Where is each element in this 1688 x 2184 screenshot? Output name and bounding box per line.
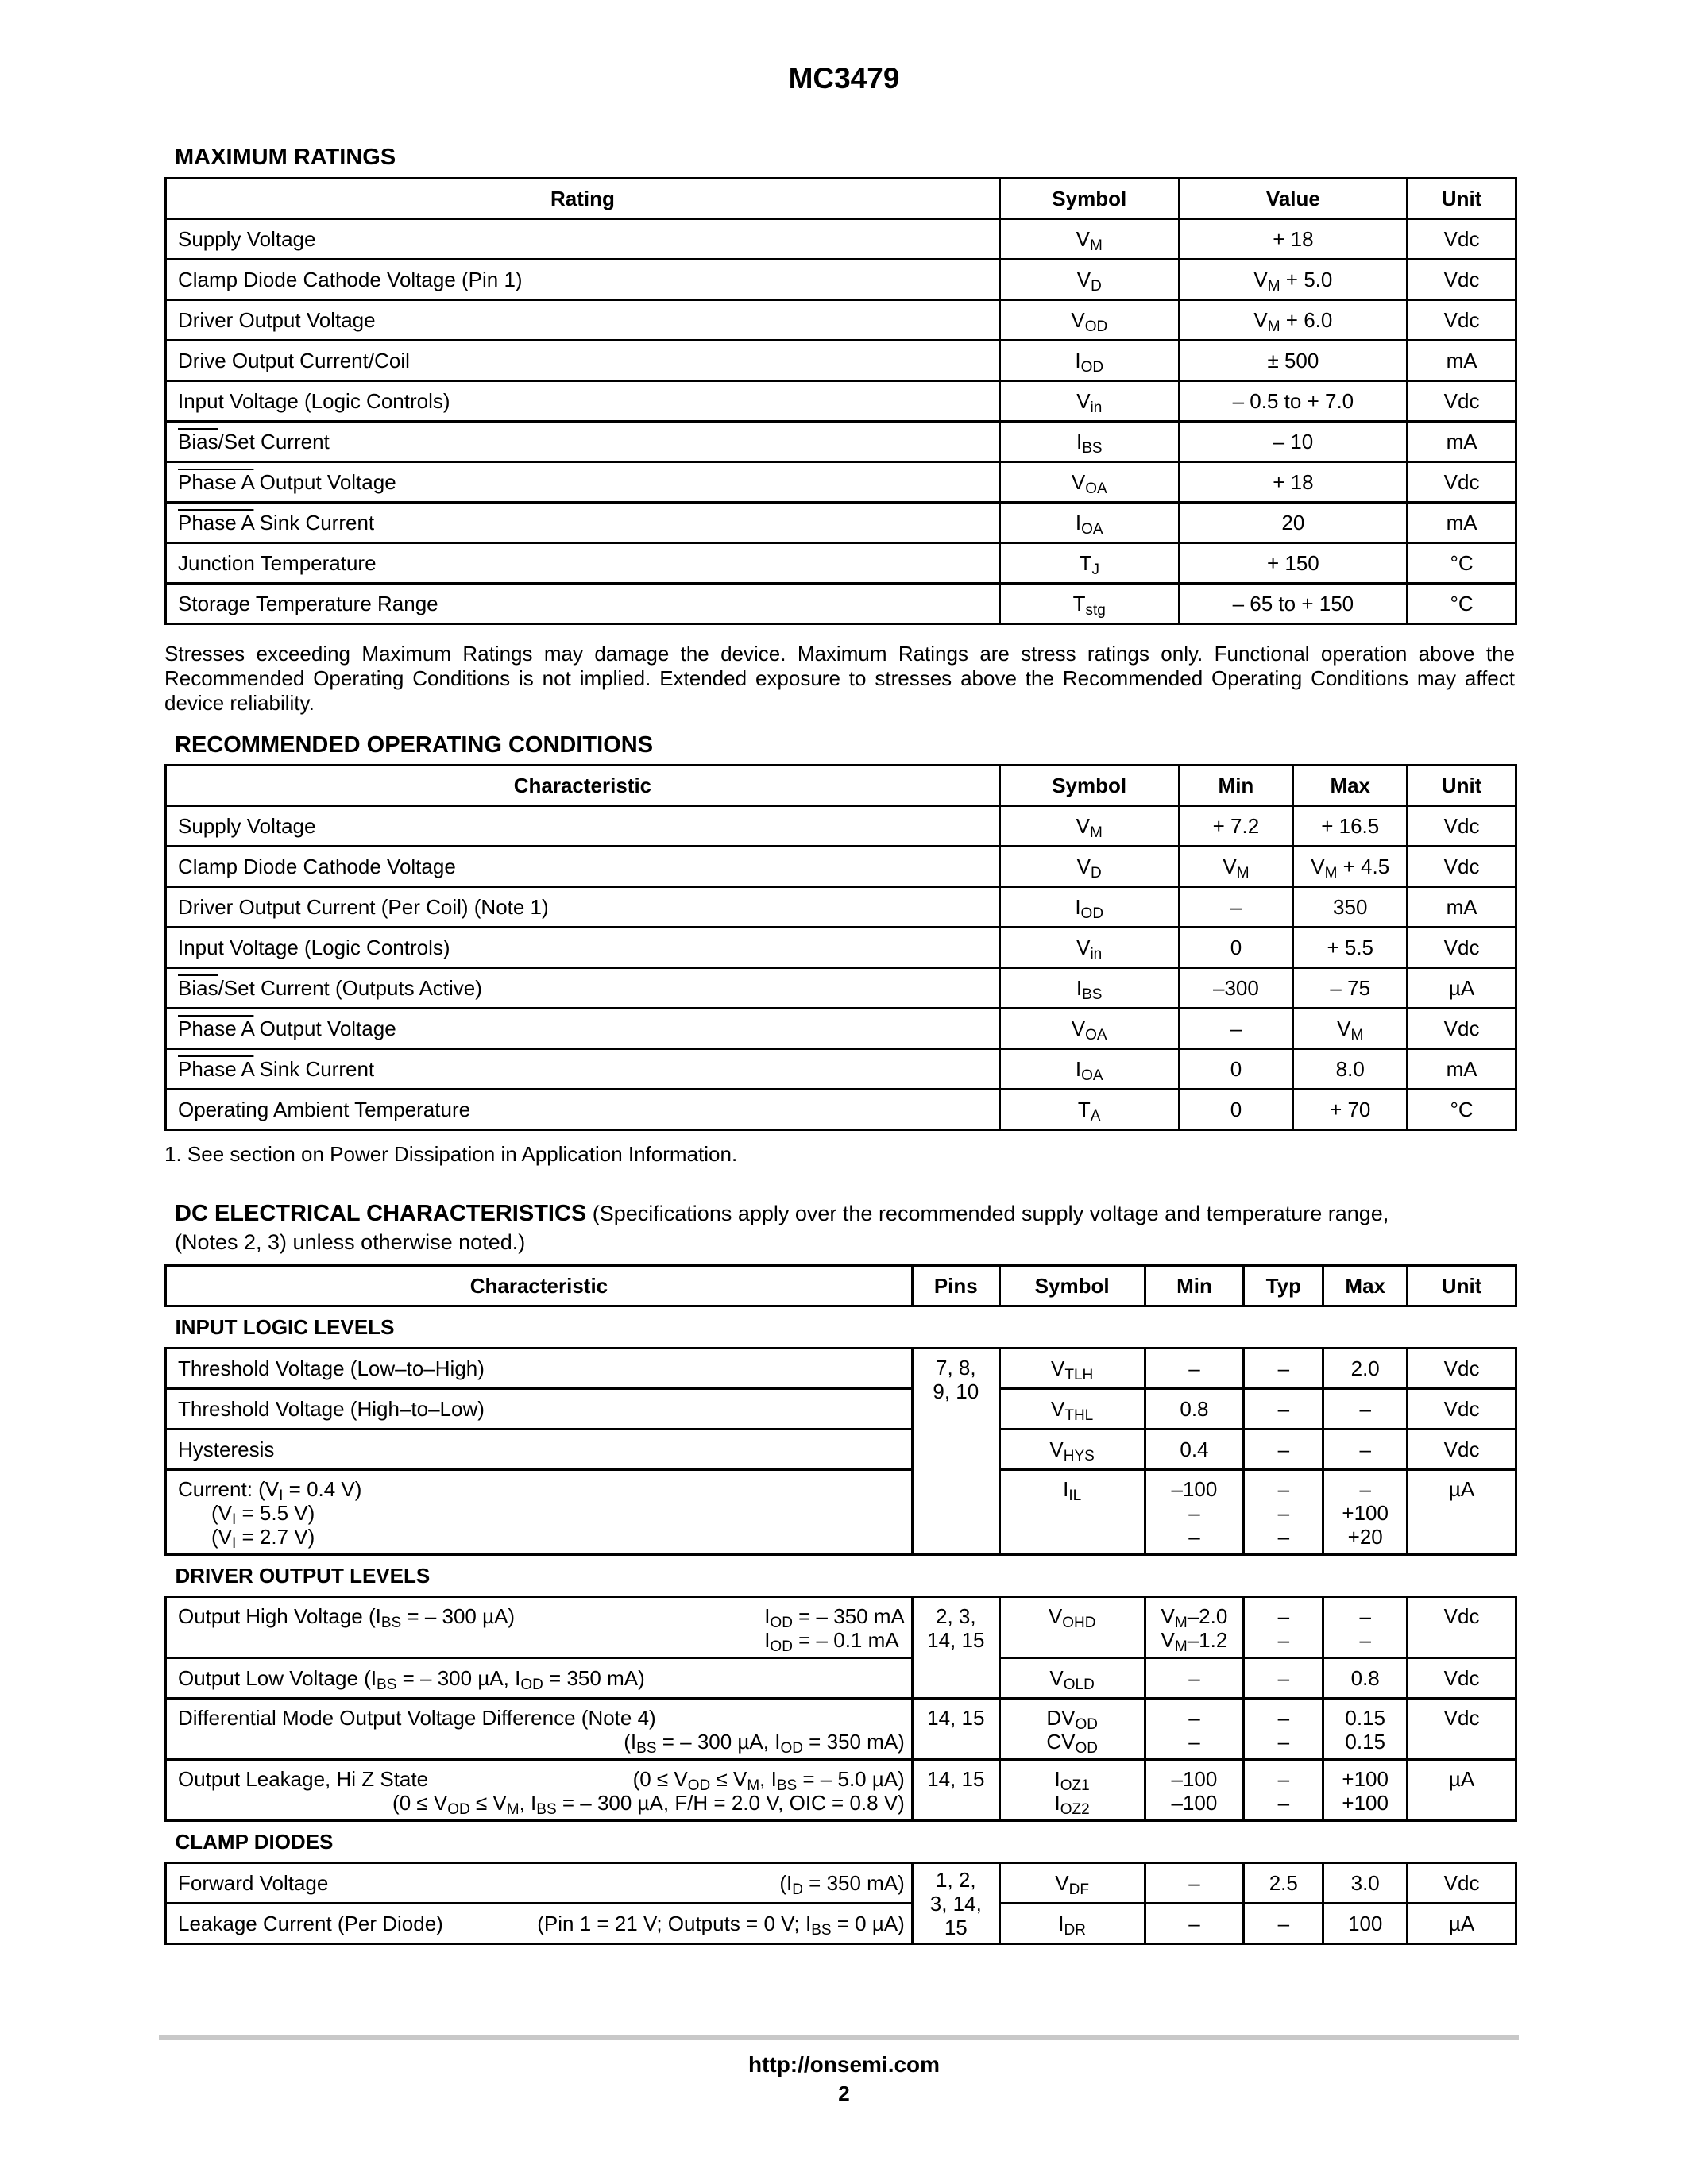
unit-cell: Vdc <box>1408 462 1516 503</box>
symbol-cell: $V_{OLD}$ <box>999 1658 1145 1699</box>
col-header: Symbol <box>999 179 1179 219</box>
char-cell: Phase A Output Voltage <box>166 1009 1000 1049</box>
table-row <box>166 1090 1516 1130</box>
table-row <box>166 1009 1516 1049</box>
unit-cell: mA <box>1408 503 1516 543</box>
rating-cell: Clamp Diode Cathode Voltage (Pin 1) <box>166 260 1000 300</box>
char-cell: Current: ($V_I = 0.4$ V) ($V_I = 5.5$ V) ($V_I = 2.7$ V) <box>166 1470 913 1555</box>
min-cell: – <box>1179 1009 1293 1049</box>
rating-cell: Driver Output Voltage <box>166 300 1000 341</box>
symbol-cell: $I_{OD}$ <box>999 341 1179 381</box>
typ-cell: 2.5 <box>1244 1863 1323 1904</box>
char-cell: Threshold Voltage (Low–to–High) <box>166 1349 913 1389</box>
min-cell: – – <box>1145 1699 1244 1760</box>
unit-cell: Vdc <box>1408 1009 1516 1049</box>
col-header: Characteristic <box>166 1266 913 1306</box>
typ-cell: – <box>1244 1389 1323 1430</box>
symbol-cell: $T_J$ <box>999 543 1179 584</box>
page-title: MC3479 <box>788 62 900 95</box>
unit-cell: Vdc <box>1408 806 1516 847</box>
max-cell: – – <box>1323 1597 1408 1658</box>
table-row <box>166 462 1516 503</box>
symbol-cell: $I_{OA}$ <box>999 503 1179 543</box>
max-cell: – 75 <box>1293 968 1408 1009</box>
unit-cell: Vdc <box>1408 928 1516 968</box>
char-cell: ($0 \le V_{OD} \le V_M$, $I_{BS}$ = – 5.0 µA) Output Leakage, Hi Z State ($0 \le V_{OD} \le V_M$, $I_{BS}$ = – 300 µA, F/H = 2.0 V, OIC = 0.8 V) <box>166 1760 913 1821</box>
min-cell: 0.8 <box>1145 1389 1244 1430</box>
symbol-cell: $V_M$ <box>999 806 1179 847</box>
char-cell: (Pin 1 = 21 V; Outputs = 0 V; $I_{BS} = 0$ µA) Leakage Current (Per Diode) <box>166 1904 913 1944</box>
min-cell: –100 – – <box>1145 1470 1244 1555</box>
typ-cell: – – <box>1244 1760 1323 1821</box>
symbol-cell: $V_{OHD}$ <box>999 1597 1145 1658</box>
max-cell: 100 <box>1323 1904 1408 1944</box>
max-cell: 0.8 <box>1323 1658 1408 1699</box>
symbol-cell: $V_{OA}$ <box>999 462 1179 503</box>
rating-cell: Supply Voltage <box>166 219 1000 260</box>
max-cell: – <box>1323 1430 1408 1470</box>
symbol-cell: $I_{OZ1}$ $I_{OZ2}$ <box>999 1760 1145 1821</box>
char-cell: Bias/Set Current (Outputs Active) <box>166 968 1000 1009</box>
unit-cell: Vdc <box>1408 300 1516 341</box>
min-cell: – <box>1145 1349 1244 1389</box>
table-row <box>166 887 1516 928</box>
unit-cell: µA <box>1408 1760 1516 1821</box>
col-header: Min <box>1145 1266 1244 1306</box>
col-header: Symbol <box>999 1266 1145 1306</box>
table-row <box>166 847 1516 887</box>
col-header: Pins <box>912 1266 999 1306</box>
rec-op-footnote: 1. See section on Power Dissipation in Application Information. <box>164 1142 738 1166</box>
rating-cell: Bias/Set Current <box>166 422 1000 462</box>
group-driver-output: DRIVER OUTPUT LEVELS <box>175 1564 431 1588</box>
char-cell: Output Low Voltage ($I_{BS}$ = – 300 µA, $I_{OD} = 350$ mA) <box>166 1658 913 1699</box>
table-row <box>166 341 1516 381</box>
typ-cell: – <box>1244 1430 1323 1470</box>
col-header: Max <box>1323 1266 1408 1306</box>
symbol-cell: $I_{IL}$ <box>999 1470 1145 1555</box>
page-number: 2 <box>838 2082 850 2105</box>
unit-cell: Vdc <box>1408 1430 1516 1470</box>
char-cell: Phase A Sink Current <box>166 1049 1000 1090</box>
unit-cell: mA <box>1408 422 1516 462</box>
value-cell: 20 <box>1179 503 1408 543</box>
table-row <box>166 260 1516 300</box>
dc-subheading-2: (Notes 2, 3) unless otherwise noted.) <box>175 1230 526 1254</box>
symbol-cell: $I_{DR}$ <box>999 1904 1145 1944</box>
unit-cell: mA <box>1408 1049 1516 1090</box>
symbol-cell: $T_{stg}$ <box>999 584 1179 624</box>
max-ratings-table <box>164 177 1517 625</box>
rating-cell: Phase A Output Voltage <box>166 462 1000 503</box>
min-cell: – <box>1145 1863 1244 1904</box>
max-cell: 2.0 <box>1323 1349 1408 1389</box>
min-cell: – <box>1145 1658 1244 1699</box>
value-cell: + 18 <box>1179 219 1408 260</box>
min-cell: 0 <box>1179 1049 1293 1090</box>
min-cell: + 7.2 <box>1179 806 1293 847</box>
unit-cell: mA <box>1408 887 1516 928</box>
rating-cell: Drive Output Current/Coil <box>166 341 1000 381</box>
rating-cell: Phase A Sink Current <box>166 503 1000 543</box>
group-clamp-diodes: CLAMP DIODES <box>175 1830 334 1854</box>
unit-cell: Vdc <box>1408 260 1516 300</box>
symbol-cell: $V_{in}$ <box>999 928 1179 968</box>
max-cell: + 16.5 <box>1293 806 1408 847</box>
table-row <box>166 422 1516 462</box>
min-cell: $V_M$ <box>1179 847 1293 887</box>
symbol-cell: $V_{HYS}$ <box>999 1430 1145 1470</box>
min-cell: –300 <box>1179 968 1293 1009</box>
symbol-cell: $V_M$ <box>999 219 1179 260</box>
rec-op-heading: RECOMMENDED OPERATING CONDITIONS <box>175 732 654 758</box>
col-header: Characteristic <box>166 766 1000 806</box>
col-header: Min <box>1179 766 1293 806</box>
max-cell: 8.0 <box>1293 1049 1408 1090</box>
min-cell: – <box>1179 887 1293 928</box>
unit-cell: µA <box>1408 1470 1516 1555</box>
pins-cell: 7, 8, 9, 10 <box>912 1349 999 1555</box>
symbol-cell: $V_{DF}$ <box>999 1863 1145 1904</box>
symbol-cell: $V_{OA}$ <box>999 1009 1179 1049</box>
symbol-cell: $I_{BS}$ <box>999 422 1179 462</box>
pins-cell: 1, 2, 3, 14, 15 <box>912 1863 999 1944</box>
max-cell: 3.0 <box>1323 1863 1408 1904</box>
min-cell: $V_M-2.0$ $V_M-1.2$ <box>1145 1597 1244 1658</box>
table-row <box>166 300 1516 341</box>
table-row <box>166 584 1516 624</box>
typ-cell: – <box>1244 1904 1323 1944</box>
unit-cell: mA <box>1408 341 1516 381</box>
char-cell: Operating Ambient Temperature <box>166 1090 1000 1130</box>
char-cell: Input Voltage (Logic Controls) <box>166 928 1000 968</box>
symbol-cell: $I_{OA}$ <box>999 1049 1179 1090</box>
dc-subheading: (Specifications apply over the recommended supply voltage and temperature range, <box>586 1202 1389 1225</box>
min-cell: – <box>1145 1904 1244 1944</box>
table-row <box>166 1049 1516 1090</box>
max-cell: + 70 <box>1293 1090 1408 1130</box>
value-cell: + 18 <box>1179 462 1408 503</box>
unit-cell: °C <box>1408 543 1516 584</box>
value-cell: – 0.5 to + 7.0 <box>1179 381 1408 422</box>
typ-cell: – <box>1244 1349 1323 1389</box>
typ-cell: – – <box>1244 1699 1323 1760</box>
value-cell: – 10 <box>1179 422 1408 462</box>
symbol-cell: $V_{THL}$ <box>999 1389 1145 1430</box>
col-header: Value <box>1179 179 1408 219</box>
col-header: Typ <box>1244 1266 1323 1306</box>
dc-heading-title: DC ELECTRICAL CHARACTERISTICS <box>175 1201 587 1226</box>
group-input-logic: INPUT LOGIC LEVELS <box>175 1315 395 1339</box>
table-row <box>166 543 1516 584</box>
unit-cell: Vdc <box>1408 1389 1516 1430</box>
char-cell: Driver Output Current (Per Coil) (Note 1) <box>166 887 1000 928</box>
unit-cell: µA <box>1408 968 1516 1009</box>
symbol-cell: $V_D$ <box>999 260 1179 300</box>
table-row <box>166 503 1516 543</box>
value-cell: ± 500 <box>1179 341 1408 381</box>
rating-cell: Input Voltage (Logic Controls) <box>166 381 1000 422</box>
symbol-cell: $V_D$ <box>999 847 1179 887</box>
table-row <box>166 806 1516 847</box>
symbol-cell: $V_{TLH}$ <box>999 1349 1145 1389</box>
min-cell: 0.4 <box>1145 1430 1244 1470</box>
unit-cell: Vdc <box>1408 1349 1516 1389</box>
char-cell: ($I_D = 350$ mA) Forward Voltage <box>166 1863 913 1904</box>
unit-cell: µA <box>1408 1904 1516 1944</box>
max-cell: $V_M$ <box>1293 1009 1408 1049</box>
table-row <box>166 928 1516 968</box>
unit-cell: Vdc <box>1408 1699 1516 1760</box>
char-cell: Threshold Voltage (High–to–Low) <box>166 1389 913 1430</box>
col-header: Unit <box>1408 179 1516 219</box>
symbol-cell: $DV_{OD}$ $CV_{OD}$ <box>999 1699 1145 1760</box>
max-cell: – +100 +20 <box>1323 1470 1408 1555</box>
max-ratings-note: Stresses exceeding Maximum Ratings may damage the device. Maximum Ratings are stress ratings only. Functional operation above the Recommended Operating Conditions is not implied. Extended exposure to stresses above the Recommended Operating Conditions may affect device reliability. <box>164 642 1515 715</box>
symbol-cell: $I_{BS}$ <box>999 968 1179 1009</box>
rec-op-table <box>164 764 1517 1131</box>
table-row <box>166 219 1516 260</box>
max-cell: +100 +100 <box>1323 1760 1408 1821</box>
char-cell: Supply Voltage <box>166 806 1000 847</box>
col-header: Unit <box>1408 766 1516 806</box>
dc-heading <box>175 1201 1389 1227</box>
col-header: Rating <box>166 179 1000 219</box>
unit-cell: °C <box>1408 1090 1516 1130</box>
col-header: Unit <box>1408 1266 1516 1306</box>
max-cell: – <box>1323 1389 1408 1430</box>
max-cell: 0.15 0.15 <box>1323 1699 1408 1760</box>
symbol-cell: $T_A$ <box>999 1090 1179 1130</box>
unit-cell: Vdc <box>1408 1597 1516 1658</box>
max-cell: + 5.5 <box>1293 928 1408 968</box>
max-ratings-heading: MAXIMUM RATINGS <box>175 145 396 170</box>
rating-cell: Junction Temperature <box>166 543 1000 584</box>
unit-cell: °C <box>1408 584 1516 624</box>
col-header: Symbol <box>999 766 1179 806</box>
dc-table <box>164 1264 1517 1945</box>
pins-cell: 14, 15 <box>912 1699 999 1760</box>
table-row <box>166 381 1516 422</box>
min-cell: 0 <box>1179 1090 1293 1130</box>
value-cell: – 65 to + 150 <box>1179 584 1408 624</box>
char-cell: Clamp Diode Cathode Voltage <box>166 847 1000 887</box>
max-cell: 350 <box>1293 887 1408 928</box>
table-row <box>166 968 1516 1009</box>
symbol-cell: $V_{in}$ <box>999 381 1179 422</box>
unit-cell: Vdc <box>1408 381 1516 422</box>
typ-cell: – – – <box>1244 1470 1323 1555</box>
pins-cell: 14, 15 <box>912 1760 999 1821</box>
unit-cell: Vdc <box>1408 847 1516 887</box>
min-cell: 0 <box>1179 928 1293 968</box>
pins-cell: 2, 3, 14, 15 <box>912 1597 999 1699</box>
typ-cell: – <box>1244 1658 1323 1699</box>
char-cell: Differential Mode Output Voltage Difference (Note 4) ($I_{BS}$ = – 300 µA, $I_{OD} = 350$ mA) <box>166 1699 913 1760</box>
rating-cell: Storage Temperature Range <box>166 584 1000 624</box>
max-cell: $V_M + 4.5$ <box>1293 847 1408 887</box>
unit-cell: Vdc <box>1408 1863 1516 1904</box>
typ-cell: – – <box>1244 1597 1323 1658</box>
symbol-cell: $I_{OD}$ <box>999 887 1179 928</box>
value-cell: $V_M + 5.0$ <box>1179 260 1408 300</box>
value-cell: $V_M + 6.0$ <box>1179 300 1408 341</box>
unit-cell: Vdc <box>1408 1658 1516 1699</box>
unit-cell: Vdc <box>1408 219 1516 260</box>
symbol-cell: $V_{OD}$ <box>999 300 1179 341</box>
min-cell: –100 –100 <box>1145 1760 1244 1821</box>
char-cell: Hysteresis <box>166 1430 913 1470</box>
col-header: Max <box>1293 766 1408 806</box>
footer-url[interactable]: http://onsemi.com <box>747 2052 941 2077</box>
value-cell: + 150 <box>1179 543 1408 584</box>
char-cell: $I_{OD}$ = – 350 mA $I_{OD}$ = – 0.1 mA Output High Voltage ($I_{BS}$ = – 300 µA) <box>166 1597 913 1658</box>
footer-divider <box>159 2035 1519 2040</box>
